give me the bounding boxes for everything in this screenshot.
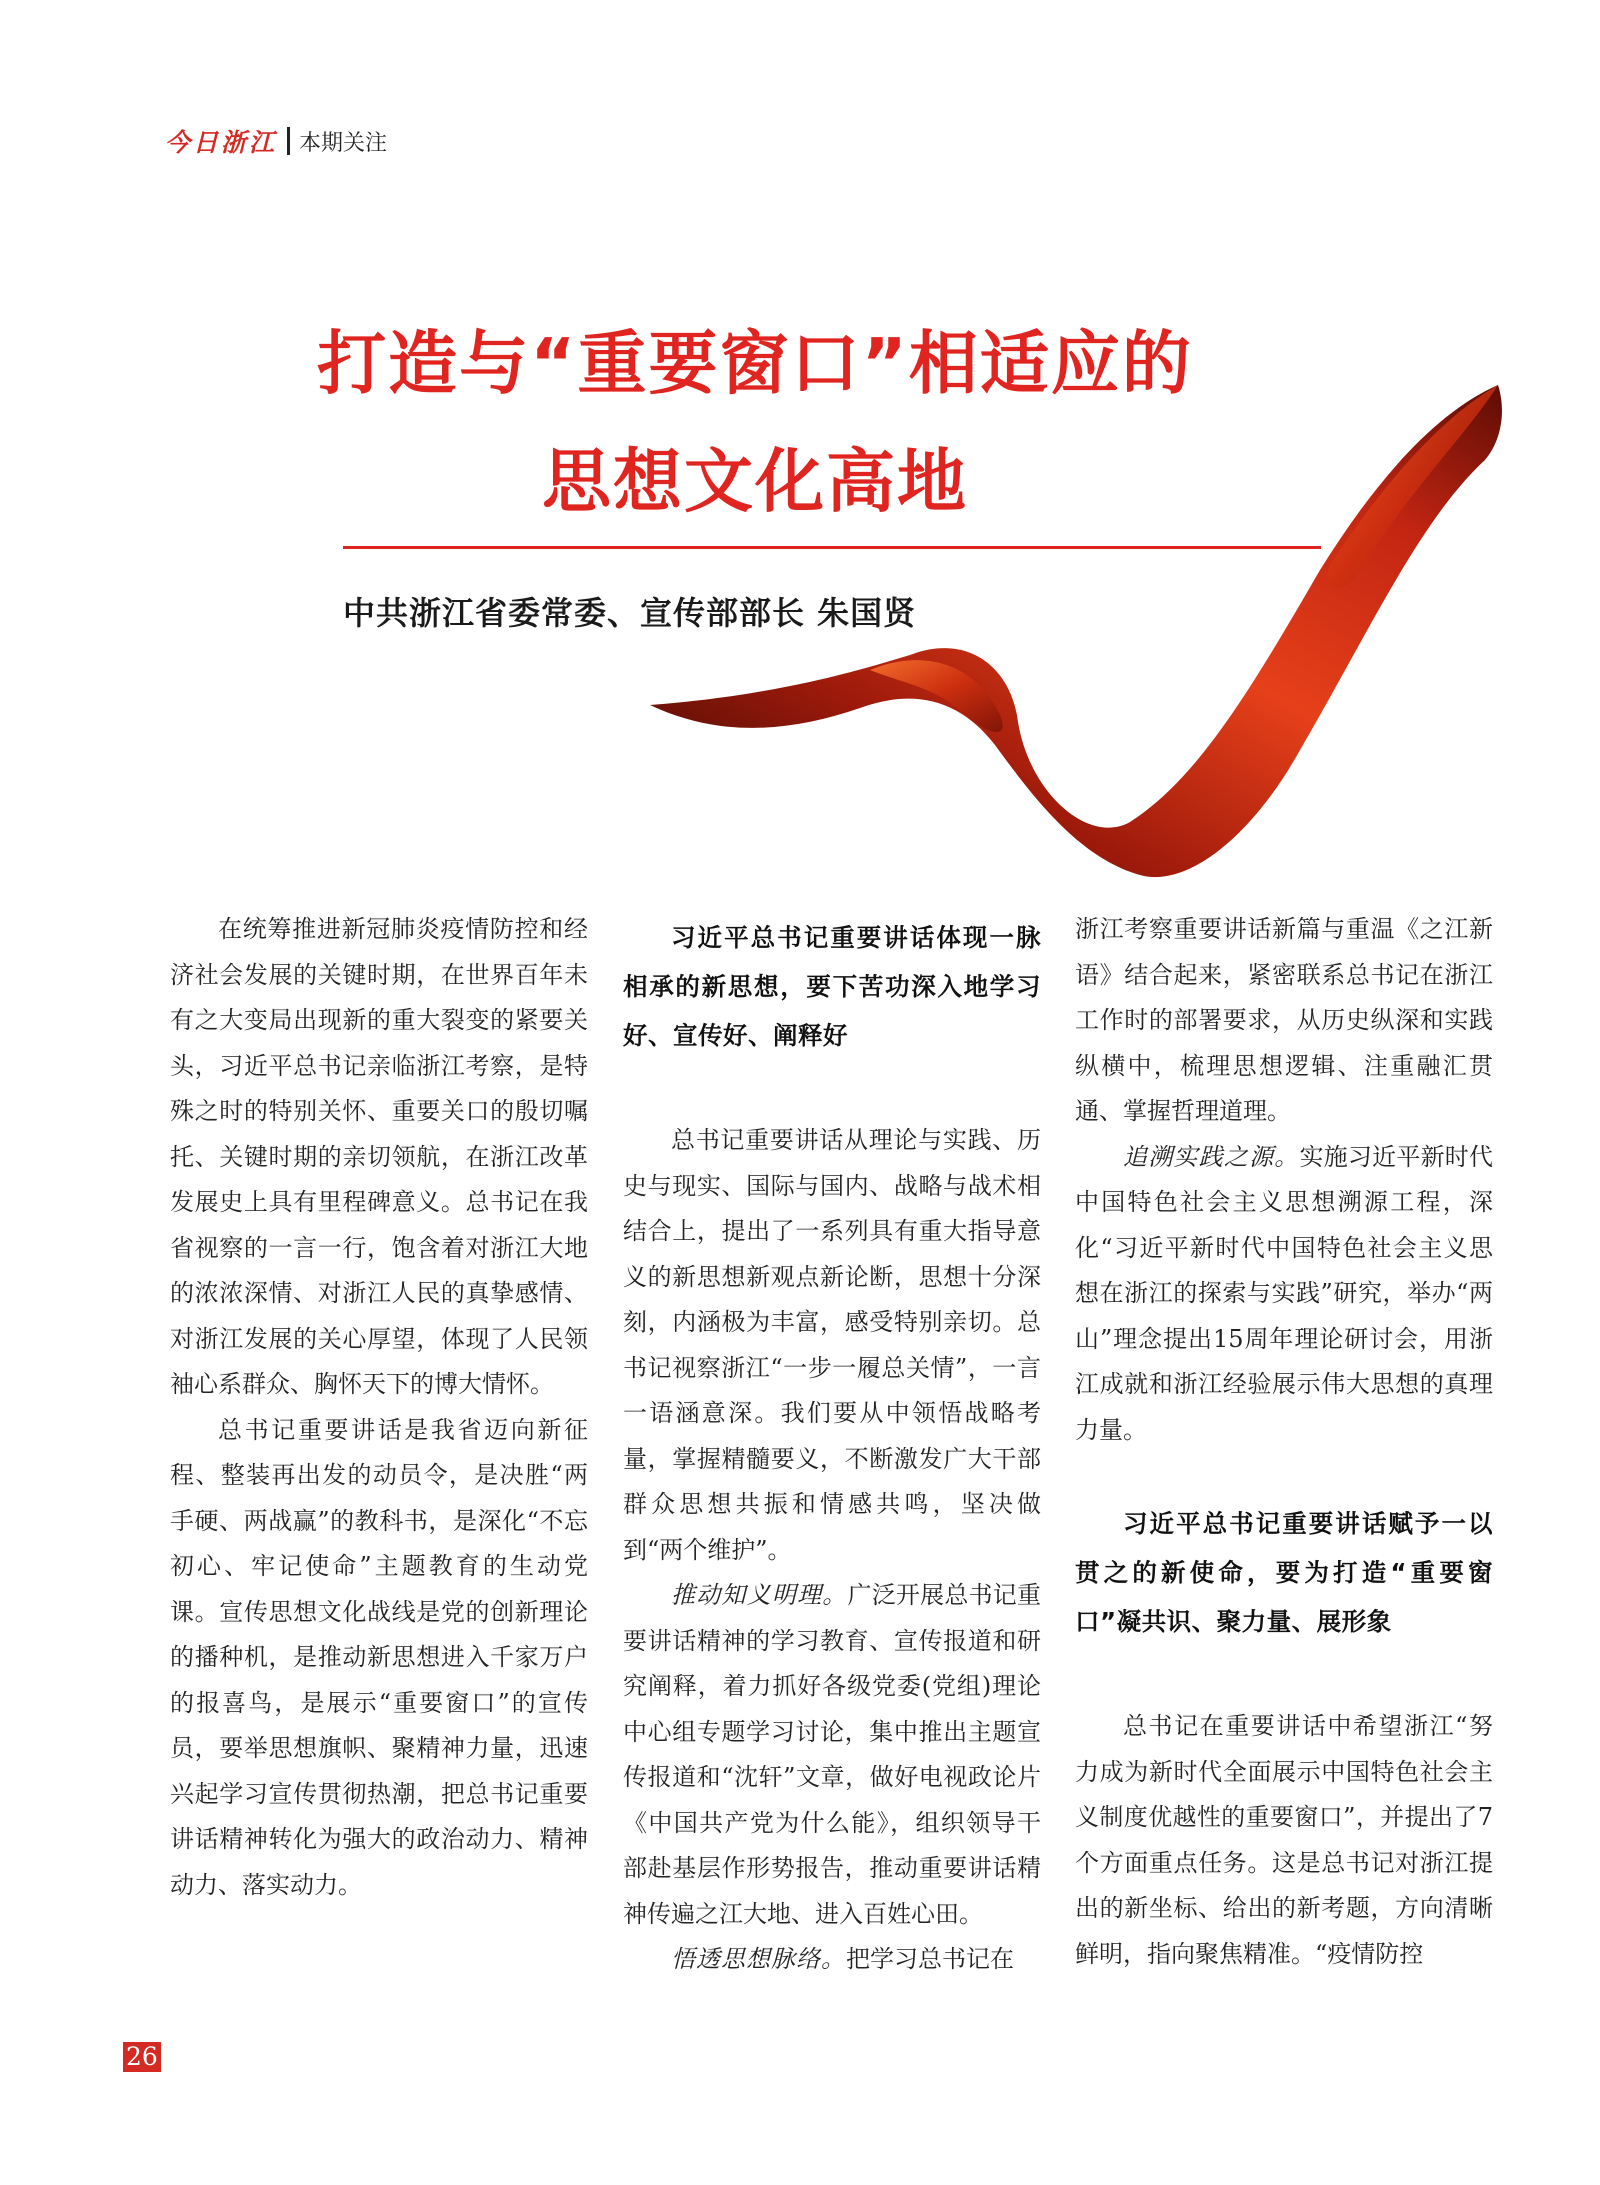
text-column-3	[1075, 907, 1493, 1977]
page-number: 26	[123, 2042, 161, 2072]
magazine-logo: 今日浙江	[165, 128, 278, 157]
paragraph	[623, 1937, 1041, 1983]
section-heading: 习近平总书记重要讲话赋予一以贯之的新使命，要为打造“重要窗口”凝共识、聚力量、展形象	[1075, 1509, 1493, 1636]
ribbon-edge	[1327, 385, 1498, 589]
paragraph	[1075, 1135, 1493, 1454]
paragraph: 总书记重要讲话是我省迈向新征程、整装再出发的动员令，是决胜“两手硬、两战赢”的教科书，是深化“不忘初心、牢记使命”主题教育的生动党课。宣传思想文化战线是党的创新理论的播种机，是推动新思想进入千家万户的报喜鸟，是展示“重要窗口”的宣传员，要举思想旗帜、聚精神力量，迅速兴起学习宣传贯彻热潮，把总书记重要讲话精神转化为强大的政治动力、精神动力、落实动力。	[170, 1415, 588, 1899]
header-divider	[287, 127, 290, 155]
section-label: 本期关注	[299, 130, 388, 156]
paragraph-continued: 浙江考察重要讲话新篇与重温《之江新语》结合起来，紧密联系总书记在浙江工作时的部署要求，从历史纵深和实践纵横中，梳理思想逻辑、注重融汇贯通、掌握哲理道理。	[1075, 915, 1493, 1125]
paragraph: 总书记在重要讲话中希望浙江“努力成为新时代全面展示中国特色社会主义制度优越性的重要窗口”，并提出了7个方面重点任务。这是总书记对浙江提出的新坐标、给出的新考题，方向清晰鲜明，指向聚焦精准。“疫情防控	[1075, 1712, 1493, 1968]
paragraph-text: 广泛开展总书记重要讲话精神的学习教育、宣传报道和研究阐释，着力抓好各级党委(党组)理论中心组专题学习讨论，集中推出主题宣传报道和“沈轩”文章，做好电视政论片《中国共产党为什么能》，组织领导干部赴基层作形势报告，推动重要讲话精神传遍之江大地、进入百姓心田。	[623, 1581, 1041, 1928]
section-heading: 习近平总书记重要讲话体现一脉相承的新思想，要下苦功深入地学习好、宣传好、阐释好	[623, 923, 1041, 1050]
paragraph: 在统筹推进新冠肺炎疫情防控和经济社会发展的关键时期，在世界百年未有之大变局出现新的重大裂变的紧要关头，习近平总书记亲临浙江考察，是特殊之时的特别关怀、重要关口的殷切嘱托、关键时期的亲切领航，在浙江改革发展史上具有里程碑意义。总书记在我省视察的一言一行，饱含着对浙江大地的浓浓深情、对浙江人民的真挚感情、对浙江发展的关心厚望，体现了人民领袖心系群众、胸怀天下的博大情怀。	[170, 915, 588, 1398]
paragraph-lead: 推动知义明理。	[671, 1581, 848, 1609]
text-column-2	[623, 907, 1041, 1983]
title-divider	[343, 546, 1321, 549]
paragraph-lead: 追溯实践之源。	[1123, 1142, 1300, 1171]
author-byline: 中共浙江省委常委、宣传部部长 朱国贤	[343, 594, 917, 632]
text-column-1	[170, 907, 588, 1908]
page-header	[165, 124, 387, 158]
paragraph: 总书记重要讲话从理论与实践、历史与现实、国际与国内、战略与战术相结合上，提出了一系列具有重大指导意义的新思想新观点新论断，思想十分深刻，内涵极为丰富，感受特别亲切。总书记视察浙江“一步一履总关情”，一言一语涵意深。我们要从中领悟战略考量，掌握精髓要义，不断激发广大干部群众思想共振和情感共鸣，坚决做到“两个维护”。	[623, 1126, 1041, 1564]
paragraph-lead: 悟透思想脉络。	[671, 1945, 846, 1973]
article-title-line-2: 思想文化高地	[542, 442, 968, 522]
paragraph-text: 实施习近平新时代中国特色社会主义思想溯源工程，深化“习近平新时代中国特色社会主义思想在浙江的探索与实践”研究，举办“两山”理念提出15周年理论研讨会，用浙江成就和浙江经验展示伟大思想的真理力量。	[1075, 1142, 1493, 1444]
article-title-line-1: 打造与“重要窗口”相适应的	[317, 324, 1193, 404]
paragraph-text: 把学习总书记在	[846, 1945, 1014, 1973]
paragraph	[623, 1573, 1041, 1937]
